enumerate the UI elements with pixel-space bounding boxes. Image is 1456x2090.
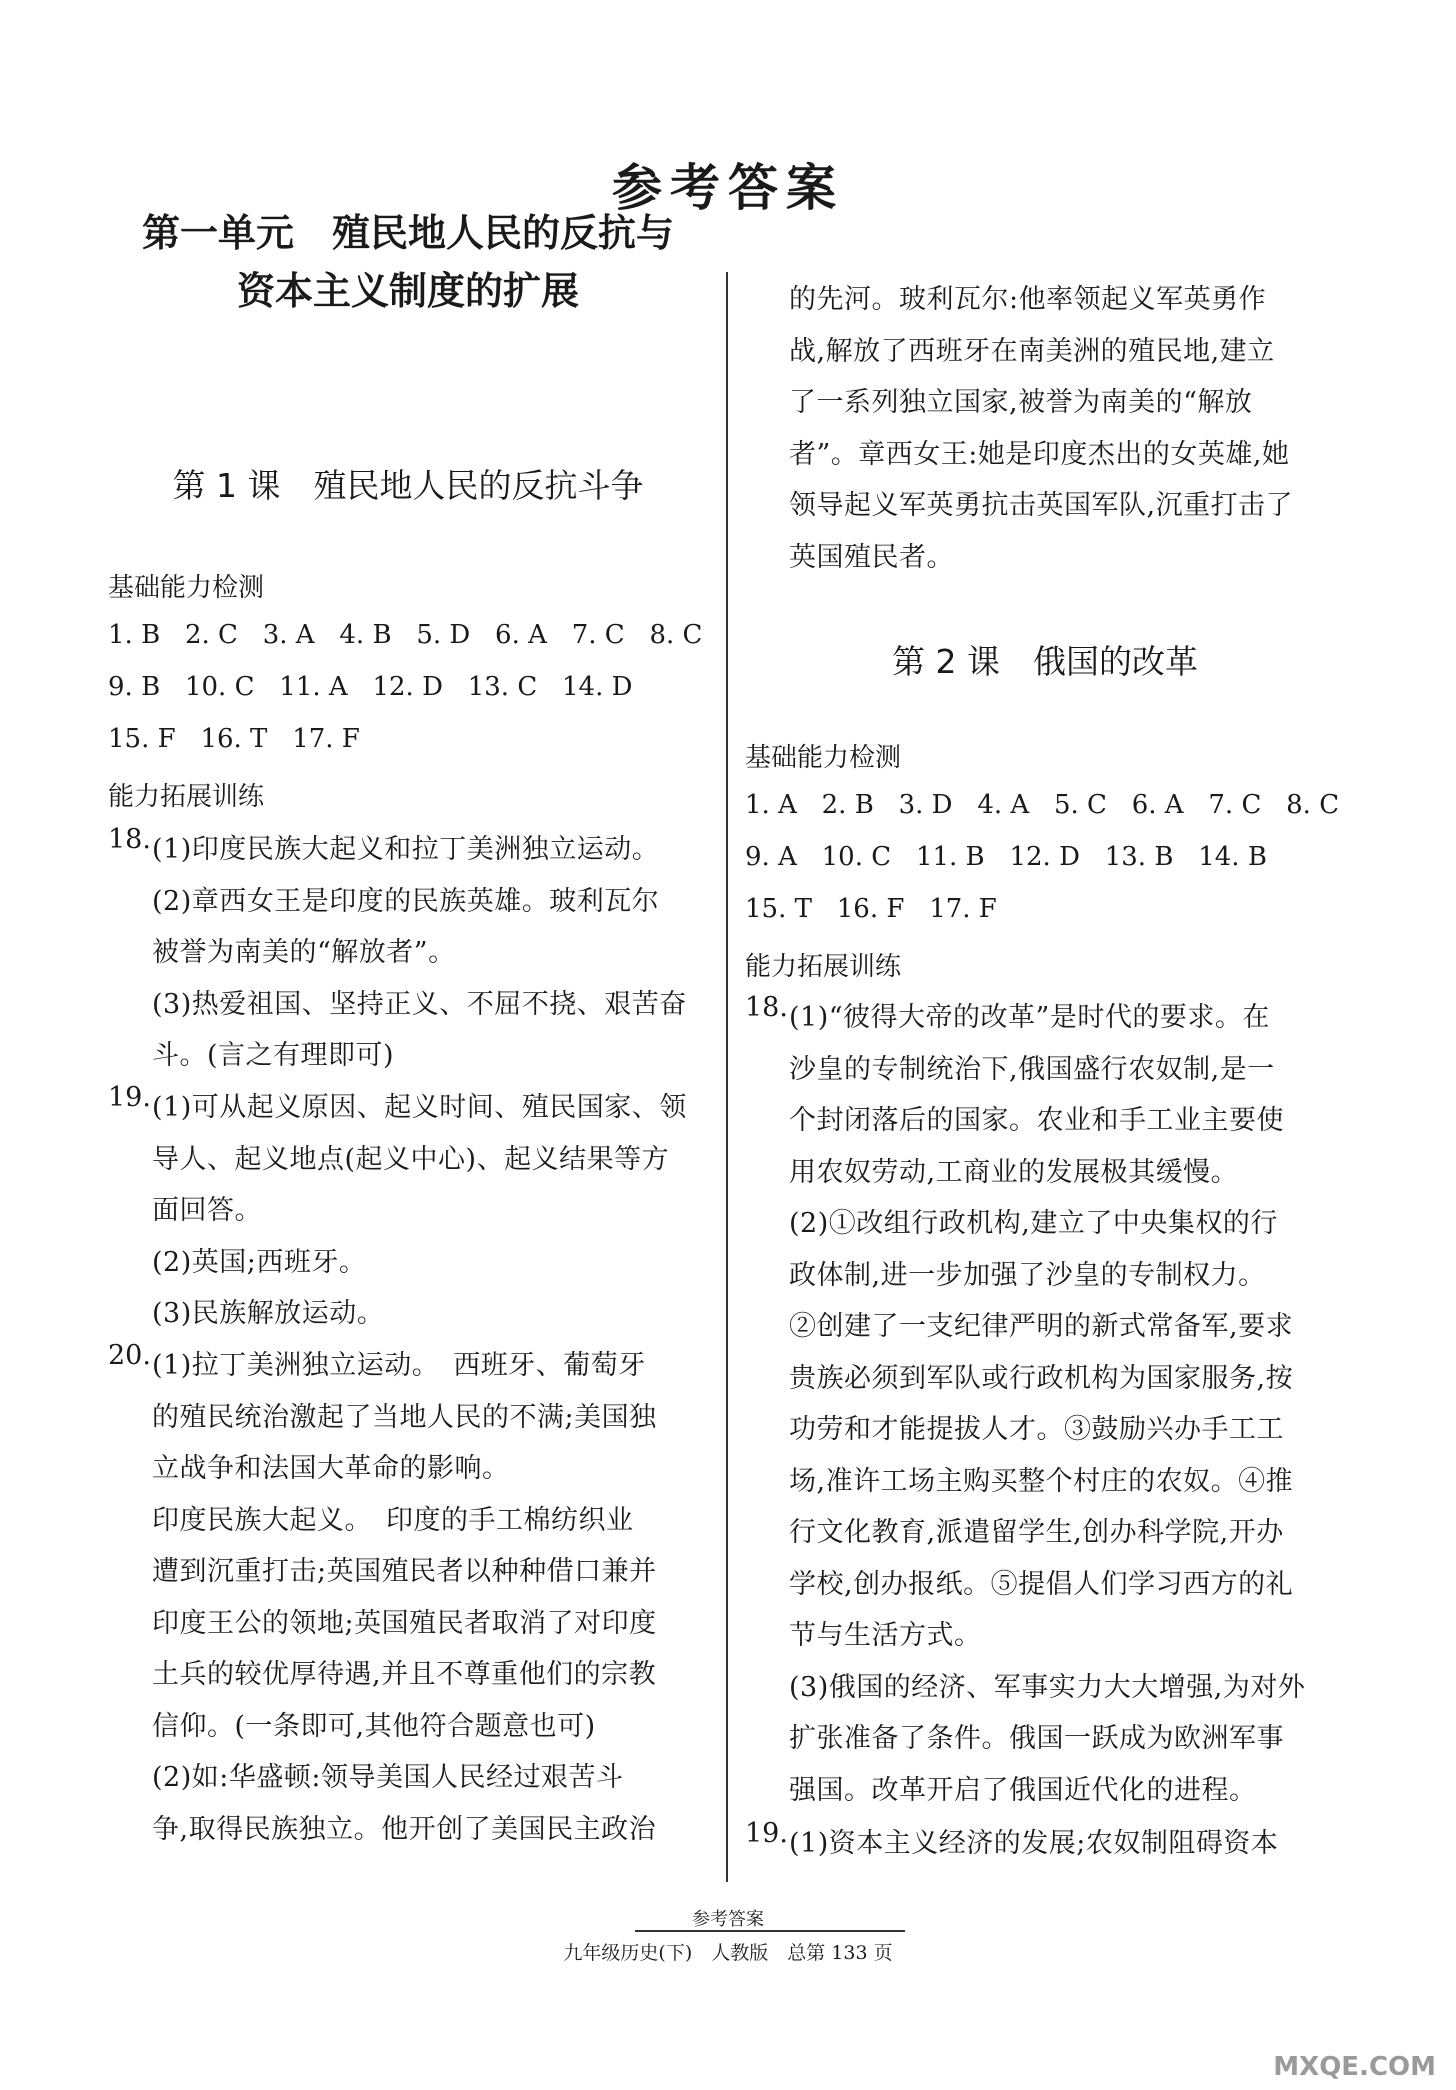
answer-line: (2)章西女王是印度的民族英雄。玻利瓦尔 (152, 885, 660, 917)
footer-running-title: 参考答案 (692, 1909, 764, 1930)
mc-answers-row: 15. T 16. F 17. F (745, 894, 997, 924)
footer-rule (635, 1930, 905, 1932)
mc-answers-row: 9. B 10. C 11. A 12. D 13. C 14. D (108, 672, 633, 702)
answer-line: 贵族必须到军队或行政机构为国家服务,按 (789, 1362, 1294, 1394)
column-divider (726, 272, 728, 1882)
answer-line: 面回答。 (152, 1195, 262, 1226)
answer-line: 英国殖民者。 (789, 541, 954, 573)
answer-line: 学校,创办报纸。⑤提倡人们学习西方的礼 (789, 1568, 1294, 1600)
answer-line: 信仰。(一条即可,其他符合题意也可) (152, 1710, 596, 1742)
answer-line: 节与生活方式。 (789, 1620, 982, 1651)
basic-test-heading: 基础能力检测 (108, 573, 265, 603)
watermark-site: MXQE.COM (1273, 2052, 1436, 2082)
answer-line: 印度王公的领地;英国殖民者取消了对印度 (152, 1607, 657, 1639)
answer-line: 沙皇的专制统治下,俄国盛行农奴制,是一 (789, 1053, 1275, 1085)
answer-line: (2)①改组行政机构,建立了中央集权的行 (789, 1208, 1278, 1239)
page-title: 参考答案 (612, 159, 844, 217)
answer-line: 领导起义军英勇抗击英国军队,沉重打击了 (789, 490, 1294, 521)
watermark-logo (1206, 2002, 1436, 2082)
answer-line: 扩张准备了条件。俄国一跃成为欧洲军事 (789, 1723, 1284, 1754)
answer-line: (1)资本主义经济的发展;农奴制阻碍资本 (789, 1828, 1279, 1859)
footer-page-info: 九年级历史(下) 人教版 总第 133 页 (563, 1942, 893, 1964)
answer-line: 用农奴劳动,工商业的发展极其缓慢。 (789, 1156, 1239, 1188)
answer-line: (2)如:华盛顿:领导美国人民经过艰苦斗 (152, 1762, 624, 1793)
question-number: 18. (745, 992, 788, 1023)
answer-line: (1)“彼得大帝的改革”是时代的要求。在 (789, 1002, 1270, 1033)
answer-line: 印度民族大起义。 印度的手工棉纺织业 (152, 1504, 634, 1536)
answer-line: (1)拉丁美洲独立运动。 西班牙、葡萄牙 (152, 1350, 646, 1381)
answer-line: (3)俄国的经济、军事实力大大增强,为对外 (789, 1671, 1306, 1703)
lesson-2-title: 第 2 课 俄国的改革 (892, 642, 1198, 681)
answer-line: 被誉为南美的“解放者”。 (152, 937, 456, 968)
question-number: 18. (108, 824, 151, 855)
answer-line: (1)印度民族大起义和拉丁美洲独立运动。 (152, 834, 660, 865)
question-number: 19. (745, 1818, 788, 1849)
mc-answers-row: 15. F 16. T 17. F (108, 724, 360, 754)
answer-line: 导人、起义地点(起义中心)、起义结果等方 (152, 1143, 670, 1175)
unit-title-line1: 第一单元 殖民地人民的反抗与 (141, 211, 674, 255)
unit-title-line2: 资本主义制度的扩展 (236, 269, 579, 313)
answer-line: 个封闭落后的国家。农业和手工业主要使 (789, 1105, 1284, 1136)
answer-line: ②创建了一支纪律严明的新式常备军,要求 (789, 1311, 1294, 1342)
answer-line: 功劳和才能提拔人才。③鼓励兴办手工工 (789, 1414, 1284, 1445)
question-number: 19. (108, 1082, 151, 1113)
answer-line: 的殖民统治激起了当地人民的不满;美国独 (152, 1401, 657, 1433)
answer-line: 强国。改革开启了俄国近代化的进程。 (789, 1774, 1257, 1806)
answer-line: 争,取得民族独立。他开创了美国民主政治 (152, 1813, 657, 1845)
answer-line: 的先河。玻利瓦尔:他率领起义军英勇作 (789, 284, 1267, 315)
answer-line: 场,准许工场主购买整个村庄的农奴。④推 (789, 1465, 1294, 1497)
answer-line: 行文化教育,派遣留学生,创办科学院,开办 (789, 1517, 1284, 1548)
extension-heading: 能力拓展训练 (745, 952, 902, 982)
basic-test-heading: 基础能力检测 (745, 743, 902, 773)
mc-answers-row: 9. A 10. C 11. B 12. D 13. B 14. B (745, 842, 1267, 872)
answer-line: (3)热爱祖国、坚持正义、不屈不挠、艰苦奋 (152, 988, 687, 1020)
answer-line: 了一系列独立国家,被誉为南美的“解放 (789, 387, 1253, 418)
answer-line: 者”。章西女王:她是印度杰出的女英雄,她 (789, 438, 1290, 470)
answer-line: (3)民族解放运动。 (152, 1298, 385, 1329)
answer-line: 战,解放了西班牙在南美洲的殖民地,建立 (789, 335, 1275, 367)
mc-answers-row: 1. B 2. C 3. A 4. B 5. D 6. A 7. C 8. C (108, 620, 703, 650)
question-number: 20. (108, 1340, 151, 1371)
answer-line: 遭到沉重打击;英国殖民者以种种借口兼并 (152, 1556, 657, 1587)
answer-line: 斗。(言之有理即可) (152, 1040, 395, 1071)
page-footer (0, 1905, 1456, 1931)
mc-answers-row: 1. A 2. B 3. D 4. A 5. C 6. A 7. C 8. C (745, 790, 1340, 820)
answer-line: 土兵的较优厚待遇,并且不尊重他们的宗教 (152, 1659, 657, 1690)
answer-line: 政体制,进一步加强了沙皇的专制权力。 (789, 1259, 1266, 1291)
extension-heading: 能力拓展训练 (108, 782, 265, 812)
answer-line: 立战争和法国大革命的影响。 (152, 1453, 510, 1484)
answer-line: (1)可从起义原因、起义时间、殖民国家、领 (152, 1092, 687, 1123)
lesson-1-title: 第 1 课 殖民地人民的反抗斗争 (172, 466, 644, 505)
answer-line: (2)英国;西班牙。 (152, 1246, 367, 1278)
